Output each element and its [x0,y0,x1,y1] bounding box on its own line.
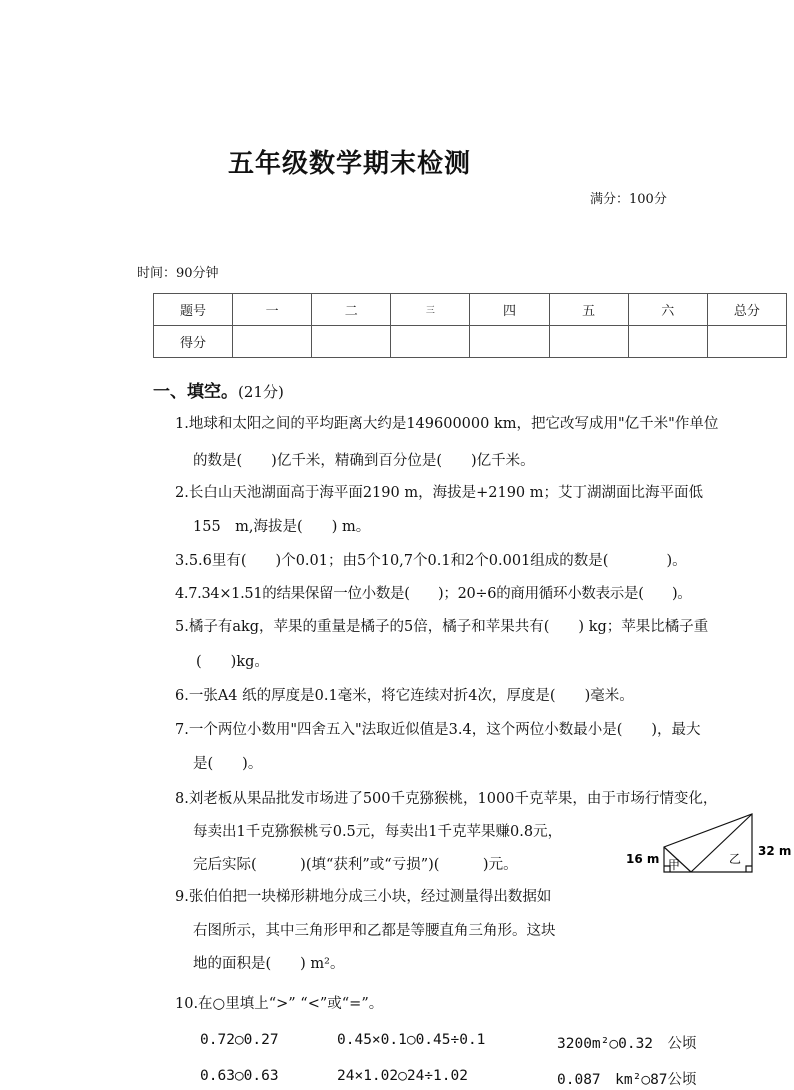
question-line: 是( )。 [193,756,263,772]
question-line: 6.一张A4 纸的厚度是0.1毫米，将它连续对折4次，厚度是( )毫米。 [175,688,634,704]
score-cell[interactable] [470,326,549,358]
question-line: 8.刘老板从果品批发市场进了500千克猕猴桃，1000千克苹果，由于市场行情变化， [175,791,718,807]
header-cell: 四 [470,294,549,326]
label-jia: 甲 [668,858,681,872]
compare-item: 3200m²○0.32 公顷 [557,1036,697,1052]
question-line: 10.在○里填上“>” “<”或“=”。 [175,996,384,1012]
header-cell: 五 [549,294,628,326]
header-cell: 总分 [707,294,786,326]
question-line: 5.橘子有akg，苹果的重量是橘子的5倍，橘子和苹果共有( ) kg；苹果比橘子重 [175,619,709,635]
question-line: 每卖出1千克猕猴桃亏0.5元，每卖出1千克苹果赚0.8元， [193,824,563,840]
right-angle-mark [746,866,752,872]
question-line: 完后实际( )(填“获利”或“亏损”)( )元。 [193,857,518,873]
score-cell[interactable] [391,326,470,358]
score-cell[interactable] [312,326,391,358]
header-cell: 三 [391,294,470,326]
section-points: (21分) [238,383,284,401]
divider-line [691,814,752,872]
page-title: 五年级数学期末检测 [228,149,472,179]
header-cell: 题号 [154,294,233,326]
label-32m: 32 m [758,844,792,858]
score-cell[interactable] [707,326,786,358]
header-cell: 二 [312,294,391,326]
header-cell: 六 [628,294,707,326]
compare-item: 0.45×0.1○0.45÷0.1 [337,1032,486,1048]
compare-item: 24×1.02○24÷1.02 [337,1068,468,1084]
question-line: 右图所示，其中三角形甲和乙都是等腰直角三角形。这块 [193,923,556,939]
section-title-text: 一、填空。 [153,382,238,402]
compare-item: 0.087 km²○87公顷 [557,1072,697,1088]
question-line: 地的面积是( ) m²。 [193,956,345,972]
header-cell: 一 [233,294,312,326]
label-yi: 乙 [729,852,742,866]
exam-time: 时间：90分钟 [137,266,219,281]
score-table-header-row [154,294,787,326]
question-line: 2.长白山天池湖面高于海平面2190 m，海拔是+2190 m；艾丁湖湖面比海平面低 [175,485,704,501]
score-table [153,293,787,358]
full-score: 满分：100分 [590,192,667,207]
question-line: 3.5.6里有( )个0.01；由5个10,7个0.1和2个0.001组成的数是( )。 [175,553,687,569]
question-line: 4.7.34×1.51的结果保留一位小数是( )；20÷6的商用循环小数表示是( )。 [175,586,692,602]
compare-item: 0.63○0.63 [200,1068,279,1084]
score-cell[interactable] [549,326,628,358]
question-line: 7.一个两位小数用"四舍五入"法取近似值是3.4，这个两位小数最小是( )，最大 [175,722,701,738]
question-line: ( )kg。 [196,654,269,670]
score-cell[interactable] [233,326,312,358]
row-label: 得分 [154,326,233,358]
score-table-score-row [154,326,787,358]
compare-item: 0.72○0.27 [200,1032,279,1048]
label-16m: 16 m [626,852,660,866]
question-line: 155 m,海拔是( ) m。 [193,519,371,535]
question-line: 的数是( )亿千米，精确到百分位是( )亿千米。 [193,453,535,469]
section-title [153,377,284,402]
score-cell[interactable] [628,326,707,358]
question-line: 1.地球和太阳之间的平均距离大约是149600000 km，把它改写成用"亿千米"作单位 [175,416,719,432]
trapezoid-figure [624,806,794,878]
question-line: 9.张伯伯把一块梯形耕地分成三小块，经过测量得出数据如 [175,889,552,905]
